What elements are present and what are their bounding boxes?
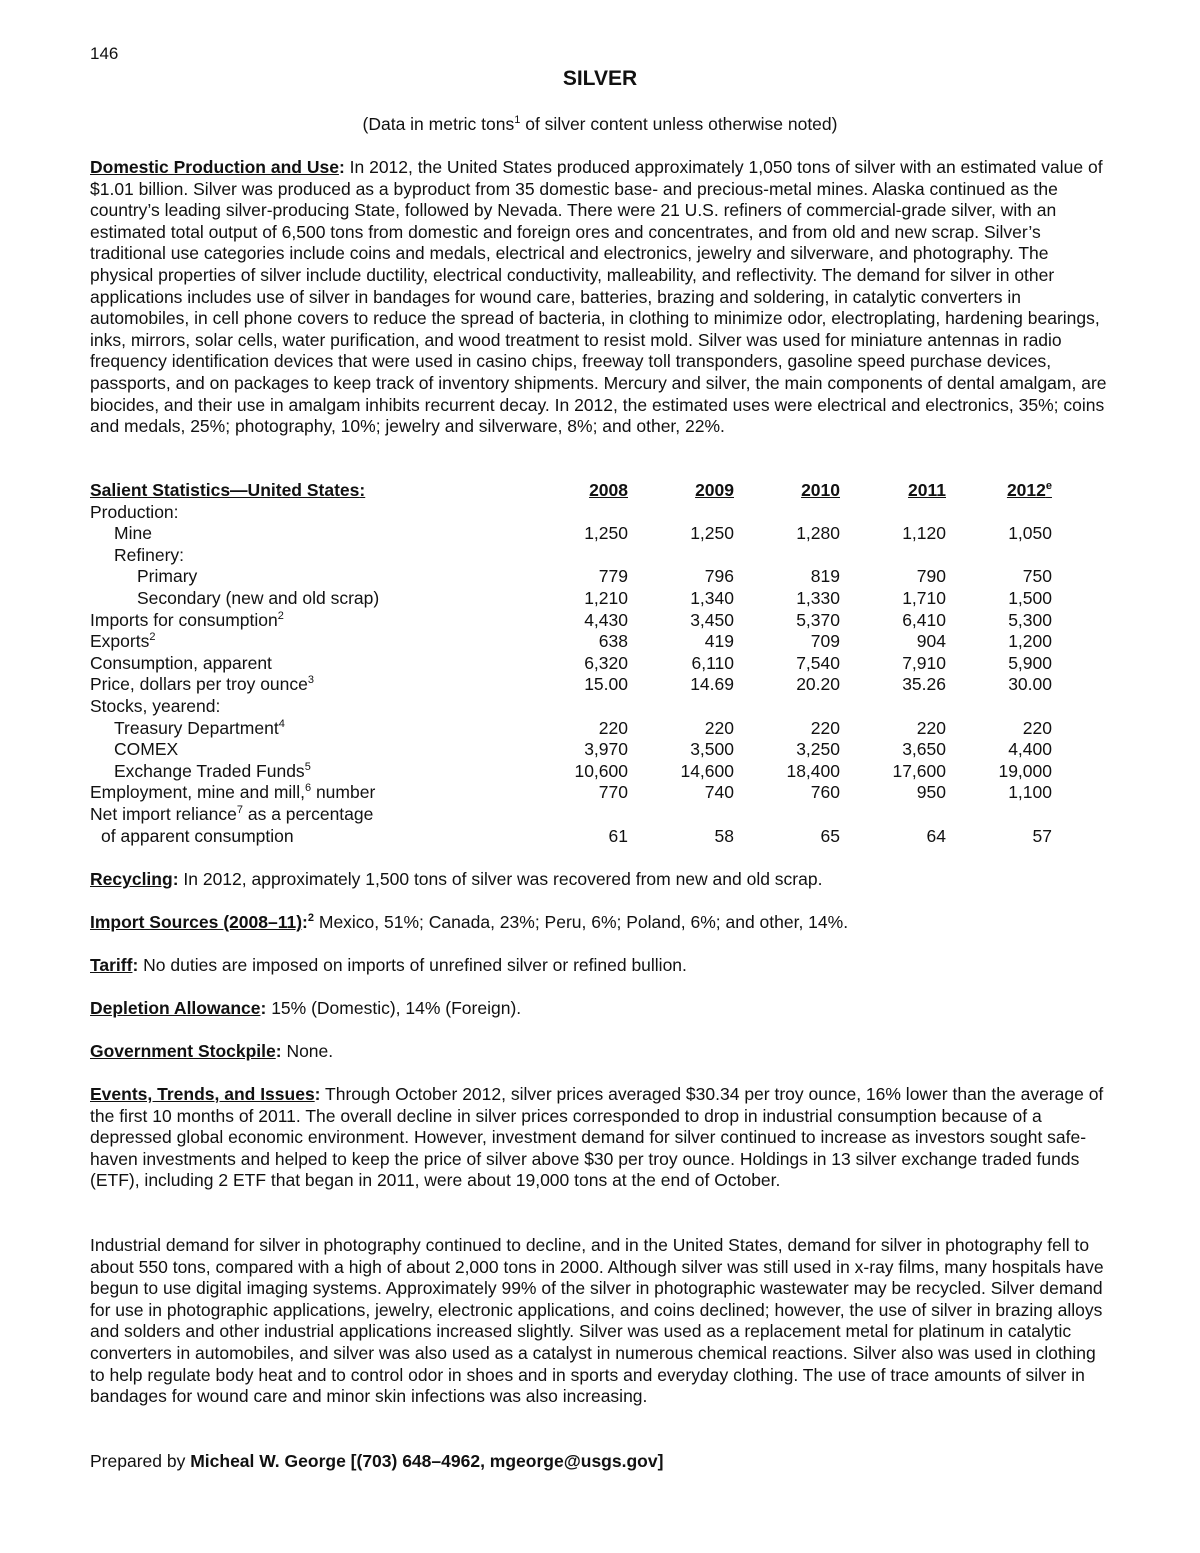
stats-cell: 1,500	[1008, 587, 1052, 608]
stats-cell: 61	[608, 825, 628, 846]
stats-cell: 10,600	[574, 760, 628, 781]
events-section	[90, 1084, 1115, 1192]
stats-row-label-text: Secondary (new and old scrap)	[137, 587, 380, 608]
stats-row-label	[137, 566, 197, 588]
stats-cell: 20.20	[796, 674, 840, 695]
stats-row	[90, 523, 1070, 545]
stats-row-label-text: Net import reliance	[90, 803, 237, 824]
stockpile-heading-colon: :	[275, 1041, 282, 1061]
tariff-heading-colon: :	[132, 955, 139, 975]
stats-row-label-text: Employment, mine and mill,	[90, 782, 305, 803]
stats-cell: 1,280	[796, 523, 840, 544]
stats-row-footnote: 3	[307, 674, 315, 687]
stats-row-label-text: Primary	[137, 566, 198, 587]
recycling-text: In 2012, approximately 1,500 tons of silver was recovered from new and old scrap.	[178, 869, 823, 889]
events-heading: Events, Trends, and Issues	[90, 1084, 315, 1104]
stats-cell: 1,250	[584, 523, 628, 544]
tariff-heading: Tariff	[90, 955, 133, 975]
stats-row-label-text: Production:	[90, 501, 179, 522]
stats-row-label	[114, 739, 178, 761]
stats-row-label	[90, 804, 373, 826]
stats-row-label-text: Price, dollars per troy ounce	[90, 674, 308, 695]
stats-cell: 6,320	[584, 652, 628, 673]
subtitle-post: of silver content unless otherwise noted)	[520, 114, 838, 134]
stats-row	[90, 545, 1070, 567]
stats-cell: 1,210	[584, 587, 628, 608]
stats-row	[90, 782, 1070, 804]
stats-cell: 770	[598, 782, 628, 803]
stats-cell: 819	[810, 566, 840, 587]
stats-row-footnote: 7	[236, 804, 243, 817]
stats-row	[90, 761, 1070, 783]
stats-cell: 6,110	[691, 652, 734, 673]
page-title: SILVER	[562, 67, 638, 90]
stats-cell: 15.00	[584, 674, 628, 695]
stats-cell: 4,400	[1008, 739, 1052, 760]
stats-cell: 638	[598, 631, 628, 652]
domestic-production-section	[90, 157, 1115, 438]
stats-row-footnote: 6	[304, 782, 312, 795]
year-header: 2009	[695, 480, 734, 500]
stats-row-label	[101, 826, 294, 848]
stats-cell: 19,000	[998, 760, 1052, 781]
prepared-prefix: Prepared by	[90, 1451, 191, 1471]
stats-cell: 57	[1032, 825, 1052, 846]
import-sources-footnote: 2	[307, 912, 314, 925]
stats-row	[90, 588, 1070, 610]
stats-cell: 3,450	[690, 609, 734, 630]
stats-cell: 1,200	[1008, 631, 1052, 652]
stats-cell: 17,600	[892, 760, 946, 781]
stats-cell: 5,370	[796, 609, 840, 630]
recycling-heading: Recycling	[90, 869, 173, 889]
depletion-heading-colon: :	[260, 998, 267, 1018]
stats-row	[90, 739, 1070, 761]
events-text: Through October 2012, silver prices averaged $30.34 per troy ounce, 16% lower than the average of the first 10 months of 2011. The overall decline in silver prices corresponded to drop in industrial consumption because of a depressed global economic environment. However, investment demand for silver continued to increase as investors sought safe-haven investments and helped to keep the price of silver above $30 per troy ounce. Holdings in 13 silver exchange traded funds (ETF), including 2 ETF that began in 2011, were about 19,000 tons at the end of October.	[90, 1084, 1104, 1191]
subtitle-pre: (Data in metric tons	[362, 114, 515, 134]
year-header-text: 2012	[1006, 480, 1046, 500]
stats-row	[90, 653, 1070, 675]
stats-row-label	[90, 653, 272, 675]
stats-row-label-text: COMEX	[114, 739, 179, 760]
stats-cell: 1,330	[796, 587, 840, 608]
domestic-heading-colon: :	[338, 157, 345, 177]
stats-cell: 18,400	[786, 760, 840, 781]
year-header: 2011	[908, 480, 946, 500]
stats-row-label	[90, 696, 220, 718]
stats-cell: 58	[714, 825, 734, 846]
stats-cell: 220	[916, 717, 946, 738]
stats-row	[90, 696, 1070, 718]
stats-row-footnote: 5	[304, 760, 311, 773]
stats-row	[90, 631, 1070, 653]
stats-row-label-text: Treasury Department	[114, 717, 279, 738]
stats-cell: 220	[704, 717, 734, 738]
stats-cell: 14.69	[690, 674, 734, 695]
stats-cell: 796	[704, 566, 734, 587]
stockpile-heading: Government Stockpile	[90, 1041, 276, 1061]
stats-heading	[90, 480, 365, 502]
stats-rows	[90, 502, 1070, 848]
prepared-author: Micheal W. George [(703) 648–4962, mgeorge@usgs.gov]	[190, 1451, 664, 1471]
stats-row-label-text: of apparent consumption	[101, 825, 294, 846]
stats-cell: 64	[926, 825, 946, 846]
stats-cell: 3,650	[902, 739, 946, 760]
recycling-heading-colon: :	[172, 869, 179, 889]
stats-row	[90, 826, 1070, 848]
recycling-section	[90, 869, 1115, 891]
tariff-text: No duties are imposed on imports of unrefined silver or refined bullion.	[138, 955, 687, 975]
stats-cell: 760	[810, 782, 840, 803]
stats-row-label	[90, 502, 179, 524]
stats-header-row	[90, 480, 1070, 502]
stats-cell: 5,900	[1008, 652, 1052, 673]
stats-cell: 1,710	[902, 587, 946, 608]
stats-row-label	[137, 588, 379, 610]
stats-cell: 220	[1022, 717, 1052, 738]
stats-row-label-suffix: number	[311, 782, 376, 803]
stats-row	[90, 566, 1070, 588]
stats-cell: 1,120	[902, 523, 946, 544]
prepared-by	[90, 1451, 663, 1472]
stats-row	[90, 674, 1070, 696]
year-header: 2008	[589, 480, 628, 500]
import-sources-text: Mexico, 51%; Canada, 23%; Peru, 6%; Poland, 6%; and other, 14%.	[314, 912, 849, 932]
stats-row	[90, 718, 1070, 740]
stats-cell: 1,340	[690, 587, 734, 608]
import-sources-section	[90, 912, 1115, 934]
stats-cell: 4,430	[584, 609, 628, 630]
stats-heading-text: Salient Statistics—United States	[90, 480, 360, 500]
stats-row	[90, 610, 1070, 632]
stats-cell: 419	[704, 631, 734, 652]
stats-cell: 1,250	[690, 523, 734, 544]
subtitle-footnote: 1	[514, 114, 521, 127]
stats-cell: 65	[820, 825, 840, 846]
import-sources-heading-colon: :	[302, 912, 308, 932]
stats-cell: 3,250	[796, 739, 840, 760]
stats-cell: 740	[704, 782, 734, 803]
stats-cell: 790	[916, 566, 946, 587]
stats-cell: 35.26	[902, 674, 946, 695]
stats-cell: 779	[598, 566, 628, 587]
stats-cell: 220	[598, 717, 628, 738]
tariff-section	[90, 955, 1115, 977]
events-paragraph-2: Industrial demand for silver in photography continued to decline, and in the United States, demand for silver in photography fell to about 550 tons, compared with a high of about 2,000 tons in 2000. Although silver was still used in x-ray films, many hospitals have begun to use digital imaging systems. Approximately 99% of the silver in photographic wastewater may be recycled. Silver demand for use in photographic applications, jewelry, electronic applications, and coins declined; however, the use of silver in brazing alloys and solders and other industrial applications increased slightly. Silver was used as a replacement metal for platinum in catalytic converters in automobiles, and silver was also used as a catalyst in numerous chemical reactions. Silver also was used in clothing to help regulate body heat and to control odor in shoes and in sports and everyday clothing. The use of trace amounts of silver in bandages for wound care and minor skin infections was also increasing.	[90, 1235, 1104, 1407]
stats-cell: 3,970	[584, 739, 628, 760]
stats-row-label	[90, 631, 155, 653]
stats-cell: 904	[916, 631, 946, 652]
stats-cell: 6,410	[902, 609, 946, 630]
year-header	[962, 480, 1052, 502]
stats-row-label-text: Refinery:	[114, 544, 185, 565]
import-sources-heading: Import Sources (2008–11)	[90, 912, 303, 932]
stats-row-label-text: Imports for consumption	[90, 609, 278, 630]
stats-cell: 709	[810, 631, 840, 652]
stats-row-label	[114, 718, 285, 740]
year-header: 2010	[801, 480, 840, 500]
stats-row-footnote: 2	[149, 631, 156, 644]
stats-row-footnote: 4	[278, 717, 285, 730]
stats-row-label	[114, 761, 311, 783]
stats-row	[90, 502, 1070, 524]
stats-cell: 3,500	[690, 739, 734, 760]
stats-heading-colon: :	[359, 480, 366, 500]
stockpile-section	[90, 1041, 1115, 1063]
stats-cell: 30.00	[1008, 674, 1052, 695]
stats-row-label	[114, 523, 152, 545]
stats-cell: 220	[810, 717, 840, 738]
stats-row-label-text: Exports	[90, 631, 150, 652]
stats-cell: 7,910	[902, 652, 946, 673]
stats-row-label-text: Stocks, yearend:	[90, 695, 221, 716]
stats-row-label	[114, 545, 184, 567]
page-subtitle	[0, 114, 1200, 135]
stats-cell: 1,100	[1008, 782, 1052, 803]
depletion-heading: Depletion Allowance	[90, 998, 261, 1018]
estimate-mark: e	[1045, 480, 1052, 493]
stats-row	[90, 804, 1070, 826]
stats-row-footnote: 2	[277, 609, 284, 622]
stats-row-label-text: Consumption, apparent	[90, 652, 272, 673]
stats-cell: 7,540	[796, 652, 840, 673]
depletion-text: 15% (Domestic), 14% (Foreign).	[266, 998, 522, 1018]
domestic-heading: Domestic Production and Use	[90, 157, 339, 177]
stats-cell: 750	[1022, 566, 1052, 587]
stats-cell: 5,300	[1008, 609, 1052, 630]
depletion-section	[90, 998, 1115, 1020]
stats-row-label-suffix: as a percentage	[243, 803, 374, 824]
stats-row-label	[90, 674, 314, 696]
salient-statistics-table	[90, 480, 1070, 847]
stats-cell: 950	[916, 782, 946, 803]
stats-cell: 14,600	[680, 760, 734, 781]
events-heading-colon: :	[314, 1084, 321, 1104]
domestic-text: In 2012, the United States produced approximately 1,050 tons of silver with an estimated value of $1.01 billion. Silver was produced as a byproduct from 35 domestic base- and precious-metal mines. Alaska continued as the country’s leading silver-producing State, followed by Nevada. There were 21 U.S. refiners of commercial-grade silver, with an estimated total output of 6,500 tons from domestic and foreign ores and concentrates, and from old and new scrap. Silver’s traditional use categories include coins and medals, electrical and electronics, jewelry and silverware, and photography. The physical properties of silver include ductility, electrical conductivity, malleability, and reflectivity. The demand for silver in other applications includes use of silver in bandages for wound care, batteries, brazing and soldering, in catalytic converters in automobiles, in cell phone covers to reduce the spread of bacteria, in clothing to minimize odor, electroplating, hardening bearings, inks, mirrors, solar cells, water purification, and wood treatment to resist mold. Silver was used for miniature antennas in radio frequency identification devices that were used in casino chips, freeway toll transponders, gasoline speed purchase devices, passports, and on packages to keep track of inventory shipments. Mercury and silver, the main components of dental amalgam, are biocides, and their use in amalgam inhibits recurrent decay. In 2012, the estimated uses were electrical and electronics, 35%; coins and medals, 25%; photography, 10%; jewelry and silverware, 8%; and other, 22%.	[90, 157, 1107, 437]
stats-row-label	[90, 782, 375, 804]
stats-cell: 1,050	[1008, 523, 1052, 544]
stats-row-label-text: Exchange Traded Funds	[114, 760, 305, 781]
stats-row-label-text: Mine	[114, 523, 152, 544]
stats-row-label	[90, 610, 284, 632]
page-number: 146	[90, 44, 119, 63]
stockpile-text: None.	[281, 1041, 334, 1061]
